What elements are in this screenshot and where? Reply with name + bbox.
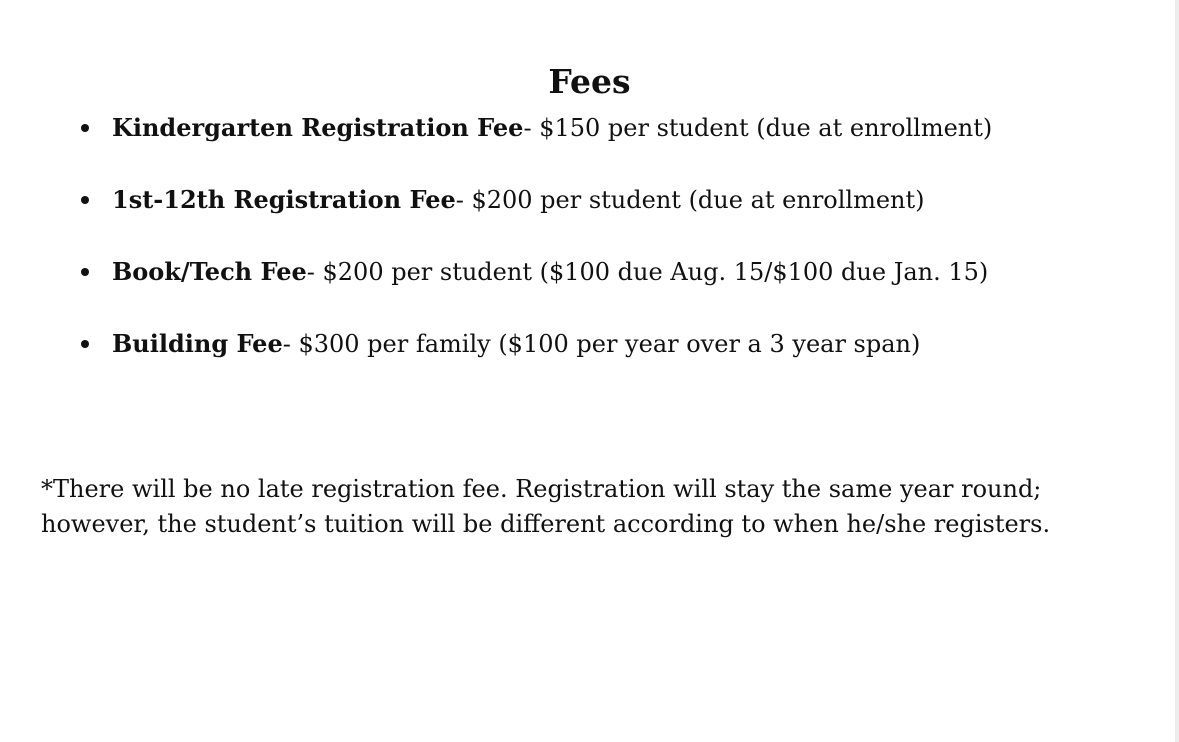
bullet-icon bbox=[81, 196, 89, 204]
bullet-icon bbox=[81, 268, 89, 276]
fee-detail: - $150 per student (due at enrollment) bbox=[523, 114, 993, 142]
fee-item-building bbox=[72, 325, 1132, 397]
fee-item-book-tech bbox=[72, 253, 1132, 325]
fee-item-1st-12th bbox=[72, 181, 1132, 253]
fee-item-kindergarten bbox=[72, 109, 1132, 181]
fee-detail: - $200 per student (due at enrollment) bbox=[455, 186, 925, 214]
page-title: Fees bbox=[548, 62, 631, 101]
fee-name: Book/Tech Fee bbox=[112, 257, 307, 286]
late-registration-note: *There will be no late registration fee. Registration will stay the same year round; however, the student’s tuition will be different according to when he/she registers. bbox=[41, 475, 1051, 538]
fee-list bbox=[72, 109, 1132, 397]
fee-name: Building Fee bbox=[112, 329, 283, 358]
fee-detail: - $200 per student ($100 due Aug. 15/$100 due Jan. 15) bbox=[306, 258, 989, 286]
bullet-icon bbox=[81, 124, 89, 132]
fee-detail: - $300 per family ($100 per year over a 3 year span) bbox=[282, 330, 921, 358]
bullet-icon bbox=[81, 340, 89, 348]
fee-name: Kindergarten Registration Fee bbox=[112, 113, 524, 142]
page-edge-divider bbox=[1175, 0, 1179, 742]
fee-name: 1st-12th Registration Fee bbox=[112, 185, 456, 214]
